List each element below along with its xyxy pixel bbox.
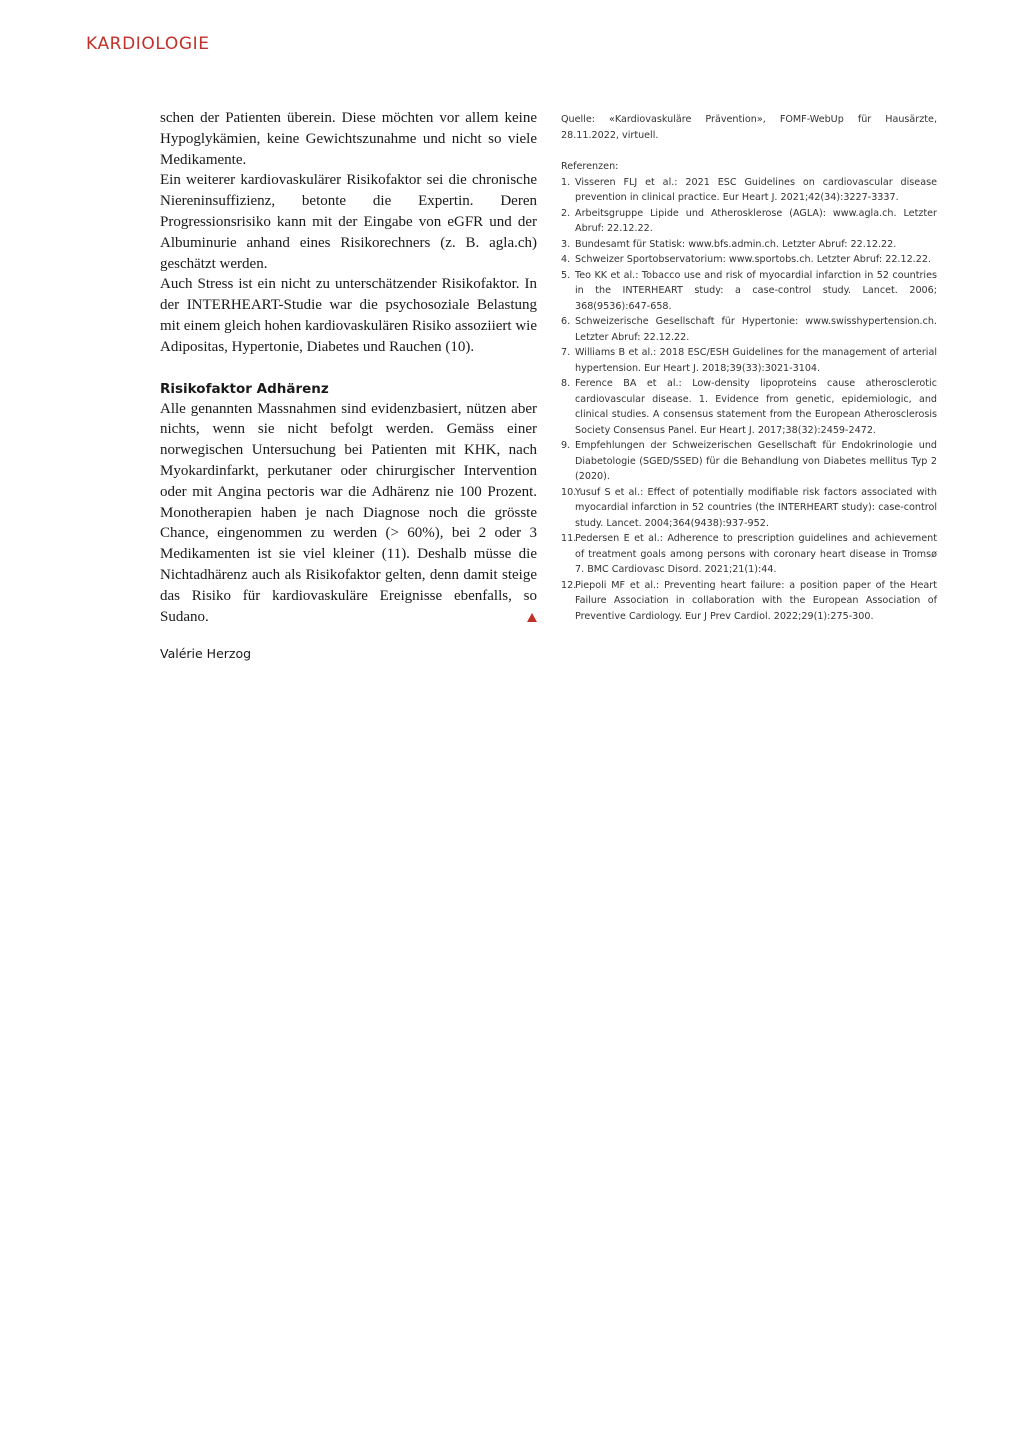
references-list <box>561 175 937 625</box>
subheading: Risikofaktor Adhärenz <box>160 380 329 397</box>
reference-number: 7. <box>561 347 571 358</box>
reference-number: 10. <box>561 486 577 498</box>
end-of-article-triangle-icon <box>527 613 537 622</box>
source-note: Quelle: «Kardiovaskuläre Prävention», FOMF-WebUp für Hausärzte, 28.11.2022, virtuell. <box>561 114 937 141</box>
reference-number: 8. <box>561 378 571 389</box>
reference-text: Schweizerische Gesellschaft für Hypertonie: www.swisshypertension.ch. Letzter Abruf: 22.12.22. <box>575 316 937 343</box>
reference-text: Bundesamt für Statisk: www.bfs.admin.ch. Letzter Abruf: 22.12.22. <box>575 238 897 250</box>
reference-text: Ference BA et al.: Low-density lipoproteins cause atherosclerotic cardiovascular disease. 1. Evidence from genetic, epidemiologic, and clinical studies. A consensus statement from the European Atherosclerosis Society Consensus Panel. Eur Heart J. 2017;38(32):2459-2472. <box>575 378 937 436</box>
reference-text: Empfehlungen der Schweizerischen Gesellschaft für Endokrinologie und Diabetologie (SGED/SSED) für die Behandlung von Diabetes mellitus Typ 2 (2020). <box>575 440 937 482</box>
reference-item <box>561 531 937 578</box>
references-heading: Referenzen: <box>561 161 619 172</box>
reference-item <box>561 376 937 438</box>
reference-number: 11. <box>561 533 577 544</box>
reference-item <box>561 206 937 237</box>
reference-number: 12. <box>561 579 577 591</box>
reference-item <box>561 252 937 268</box>
reference-number: 6. <box>561 316 571 327</box>
author: Valérie Herzog <box>160 646 252 662</box>
reference-text: Yusuf S et al.: Effect of potentially modifiable risk factors associated with myocardial infarction in 52 countries (the INTERHEART study): case-control study. Lancet. 2004;364(9438):937-952. <box>575 486 937 529</box>
reference-text: Visseren FLJ et al.: 2021 ESC Guidelines on cardiovascular disease prevention in clinical practice. Eur Heart J. 2021;42(34):3227-3337. <box>575 176 937 203</box>
article-paragraph: Auch Stress ist ein nicht zu unterschätzender Risikofaktor. In der INTERHEART-Studie war die psychosoziale Belastung mit einem gleich hohen kardiovaskulären Risiko assoziiert wie Adipositas, Hypertonie, Diabetes und Rauchen (10). <box>160 276 537 355</box>
article-paragraph: schen der Patienten überein. Diese möchten vor allem keine Hypoglykämien, keine Gewichtszunahme und nicht so viele Medikamente. <box>160 110 537 168</box>
reference-text: Piepoli MF et al.: Preventing heart failure: a position paper of the Heart Failure Association in collaboration with the European Association of Preventive Cardiology. Eur J Prev Cardiol. 2022;29(1):275-300. <box>575 579 937 622</box>
article-paragraph: Ein weiterer kardiovaskulärer Risikofaktor sei die chronische Niereninsuffizienz, betonte die Expertin. Deren Progressionsrisiko kann mit der Eingabe von eGFR und der Albuminurie anhand eines Risikorechners (z. B. agla.ch) geschätzt werden. <box>160 172 537 272</box>
reference-item <box>561 578 937 625</box>
reference-number: 3. <box>561 238 571 250</box>
reference-text: Pedersen E et al.: Adherence to prescription guidelines and achievement of treatment goals among persons with coronary heart disease in Tromsø 7. BMC Cardiovasc Disord. 2021;21(1):44. <box>575 533 937 575</box>
reference-item <box>561 268 937 315</box>
sidebar <box>561 112 937 624</box>
reference-item <box>561 175 937 206</box>
article-body <box>160 108 537 663</box>
reference-number: 4. <box>561 254 571 265</box>
reference-item <box>561 314 937 345</box>
reference-number: 1. <box>561 176 571 188</box>
reference-item <box>561 345 937 376</box>
reference-number: 2. <box>561 207 571 219</box>
reference-number: 5. <box>561 269 571 281</box>
article-paragraph <box>160 399 537 628</box>
reference-item <box>561 237 937 253</box>
reference-text: Schweizer Sportobservatorium: www.sportobs.ch. Letzter Abruf: 22.12.22. <box>575 254 931 265</box>
reference-text: Williams B et al.: 2018 ESC/ESH Guidelines for the management of arterial hypertension. Eur Heart J. 2018;39(33):3021-3104. <box>575 347 937 374</box>
reference-item <box>561 438 937 485</box>
reference-number: 9. <box>561 440 571 451</box>
reference-text: Teo KK et al.: Tobacco use and risk of myocardial infarction in 52 countries in the INTERHEART study: a case-control study. Lancet. 2006; 368(9536):647-658. <box>575 269 937 312</box>
reference-item <box>561 485 937 532</box>
article-paragraph-text: Alle genannten Massnahmen sind evidenzbasiert, nützen aber nichts, wenn sie nicht befolgt werden. Gemäss einer norwegischen Untersuchung bei Patienten mit KHK, nach Myokardinfarkt, perkutaner oder chirurgischer Intervention oder mit Angina pectoris war die Adhärenz nie 100 Prozent. Monotherapien haben je nach Diagnose noch die grösste Chance, eingenommen zu werden (> 60%), bei 2 oder 3 Medikamenten ist sie viel kleiner (11). Deshalb müsse die Nichtadhärenz auch als Risikofaktor gelten, denn damit steige das Risiko für kardiovaskuläre Ereignisse ebenfalls, so Sudano. <box>160 400 537 625</box>
section-label: KARDIOLOGIE <box>86 34 210 54</box>
reference-text: Arbeitsgruppe Lipide und Atherosklerose (AGLA): www.agla.ch. Letzter Abruf: 22.12.22. <box>575 207 937 234</box>
